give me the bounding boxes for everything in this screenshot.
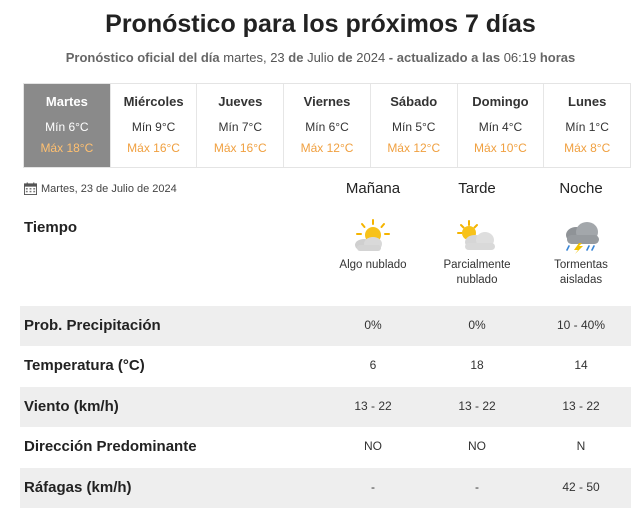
- day-min-temp: Mín 1°C: [565, 120, 609, 134]
- day-max-temp: Máx 18°C: [40, 141, 94, 155]
- weather-manana: [323, 218, 423, 273]
- row-gusts: [20, 468, 631, 508]
- day-min-temp: Mín 6°C: [45, 120, 89, 134]
- day-max-temp: Máx 12°C: [387, 141, 441, 155]
- weather-noche: [531, 218, 631, 288]
- cell-tarde: NO: [468, 439, 486, 453]
- weather-desc-tarde: [427, 258, 527, 288]
- weather-desc-line: nublado: [456, 274, 498, 286]
- cell-manana: NO: [364, 439, 382, 453]
- period-header-manana: Mañana: [345, 180, 401, 197]
- day-tab-jueves[interactable]: [197, 84, 284, 167]
- day-min-temp: Mín 9°C: [131, 120, 176, 134]
- subtitle-weekday: martes, 23: [223, 50, 285, 65]
- sun-cloud-icon: [351, 218, 395, 254]
- page-title: Pronóstico para los próximos 7 días: [105, 10, 536, 38]
- day-min-temp: Mín 4°C: [478, 120, 523, 134]
- day-min-temp: Mín 5°C: [391, 120, 436, 134]
- weather-desc-line: Parcialmente: [443, 259, 511, 271]
- cell-manana: 13 - 22: [354, 399, 392, 413]
- weather-desc-line: Algo nublado: [339, 259, 407, 271]
- cell-noche: 42 - 50: [562, 480, 600, 494]
- cell-tarde: 0%: [468, 318, 486, 332]
- day-name: Viernes: [303, 94, 351, 109]
- weather-desc-line: aisladas: [559, 274, 603, 286]
- row-label: Temperatura (°C): [24, 357, 145, 374]
- weather-tarde: [427, 218, 527, 288]
- subtitle-de-1: de: [288, 50, 304, 65]
- row-wind-direction: [20, 427, 631, 467]
- row-label: Viento (km/h): [24, 398, 119, 415]
- subtitle-time: 06:19: [503, 50, 537, 65]
- day-name: Sábado: [390, 94, 438, 109]
- period-header-noche: Noche: [559, 180, 603, 197]
- cell-manana: 0%: [364, 318, 382, 332]
- subtitle-lead: Pronóstico oficial del día: [65, 50, 220, 65]
- row-label: Dirección Predominante: [24, 438, 197, 455]
- row-temperature: [20, 346, 631, 386]
- detail-date: [24, 182, 177, 195]
- cell-noche: N: [576, 439, 586, 453]
- calendar-icon: [24, 182, 37, 195]
- day-min-temp: Mín 7°C: [218, 120, 263, 134]
- day-tab-miercoles[interactable]: [111, 84, 198, 167]
- row-label: Ráfagas (km/h): [24, 479, 132, 496]
- day-name: Domingo: [472, 94, 529, 109]
- cell-manana: 6: [369, 358, 377, 372]
- weather-desc-manana: [323, 258, 423, 273]
- subtitle-year: 2024: [356, 50, 386, 65]
- day-tab-martes[interactable]: [24, 84, 111, 167]
- row-wind: [20, 387, 631, 427]
- subtitle-month: Julio: [307, 50, 334, 65]
- cell-noche: 13 - 22: [562, 399, 600, 413]
- forecast-subtitle: [0, 50, 641, 65]
- weather-desc-noche: [531, 258, 631, 288]
- cell-tarde: 18: [470, 358, 484, 372]
- cell-tarde: -: [475, 480, 479, 494]
- partly-cloudy-icon: [455, 218, 499, 254]
- cell-tarde: 13 - 22: [458, 399, 496, 413]
- subtitle-hours: horas: [539, 50, 576, 65]
- day-min-temp: Mín 6°C: [305, 120, 349, 134]
- day-tab-domingo[interactable]: [458, 84, 545, 167]
- day-tab-sabado[interactable]: [371, 84, 458, 167]
- row-label: Prob. Precipitación: [24, 317, 161, 334]
- thunderstorm-icon: [559, 218, 603, 254]
- day-name: Jueves: [218, 94, 263, 109]
- day-name: Lunes: [568, 94, 607, 109]
- cell-noche: 14: [574, 358, 588, 372]
- day-max-temp: Máx 8°C: [564, 141, 611, 155]
- day-tab-viernes[interactable]: [284, 84, 371, 167]
- day-max-temp: Máx 10°C: [474, 141, 527, 155]
- day-name: Miércoles: [123, 94, 184, 109]
- day-max-temp: Máx 16°C: [127, 141, 180, 155]
- subtitle-de-2: de: [337, 50, 353, 65]
- cell-manana: -: [371, 480, 375, 494]
- day-max-temp: Máx 16°C: [213, 141, 267, 155]
- day-max-temp: Máx 12°C: [300, 141, 354, 155]
- weather-row-label: Tiempo: [24, 219, 78, 236]
- row-precipitation: [20, 306, 631, 346]
- weather-desc-line: Tormentas: [554, 259, 608, 271]
- detail-date-label: Martes, 23 de Julio de 2024: [41, 182, 177, 195]
- period-header-tarde: Tarde: [458, 180, 496, 197]
- day-tab-lunes[interactable]: [544, 84, 630, 167]
- cell-noche: 10 - 40%: [556, 318, 606, 332]
- subtitle-updated: - actualizado a las: [388, 50, 501, 65]
- day-name: Martes: [45, 94, 88, 109]
- day-selector: [23, 83, 631, 168]
